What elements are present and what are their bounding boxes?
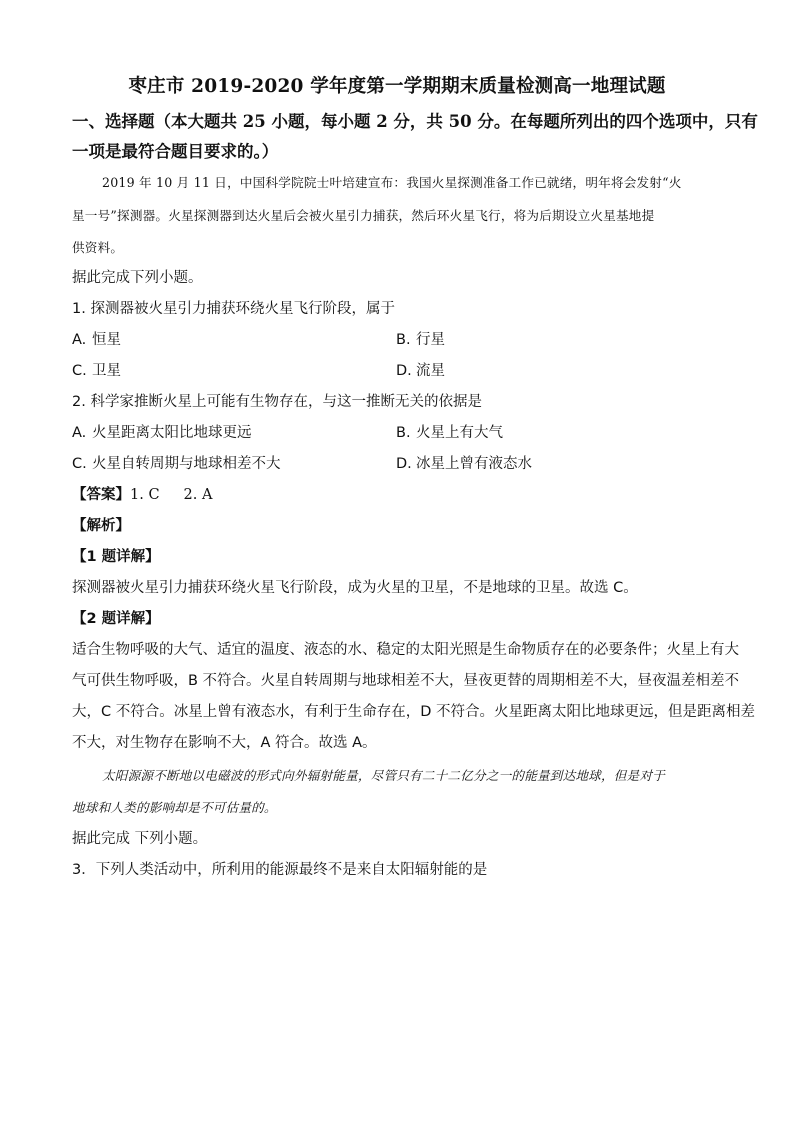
question-1-option-c	[72, 359, 121, 380]
option-text: 卫星	[92, 363, 121, 379]
passage-2-line-1: 太阳源源不断地以电磁波的形式向外辐射能量，尽管只有二十二亿分之一的能量到达地球，但是对于	[102, 768, 665, 783]
option-label: D.	[396, 456, 412, 472]
option-label: A.	[72, 425, 87, 441]
detail-2-line-3: 大，C 不符合。冰星上曾有液态水，有利于生命存在，D 不符合。火星距离太阳比地球更远，但是距离相差	[72, 704, 756, 720]
option-text: 火星自转周期与地球相差不大	[92, 456, 281, 472]
prompt-2: 据此完成 下列小题。	[72, 831, 208, 847]
option-text: 恒星	[92, 332, 121, 348]
option-text: 火星距离太阳比地球更远	[92, 425, 252, 441]
answer-label: 【答案】	[72, 487, 130, 503]
analysis-label: 【解析】	[72, 518, 130, 534]
question-2-stem: 2. 科学家推断火星上可能有生物存在，与这一推断无关的依据是	[72, 394, 482, 410]
passage-1-line-1: 2019 年 10 月 11 日，中国科学院院士叶培建宣布：我国火星探测准备工作已就绪，明年将会发射“火	[102, 175, 682, 190]
question-2-option-c	[72, 452, 281, 473]
detail-2-line-2: 气可供生物呼吸，B 不符合。火星自转周期与地球相差不大，昼夜更替的周期相差不大，昼夜温差相差不	[72, 673, 740, 689]
detail-1-text: 探测器被火星引力捕获环绕火星飞行阶段，成为火星的卫星，不是地球的卫星。故选 C。	[72, 580, 638, 596]
answer-1: 1. C	[130, 487, 160, 503]
detail-2-label: 【2 题详解】	[72, 611, 160, 627]
prompt-1: 据此完成下列小题。	[72, 270, 203, 286]
question-3-stem: 3．下列人类活动中，所利用的能源最终不是来自太阳辐射能的是	[72, 862, 488, 878]
passage-1-line-2: 星一号”探测器。火星探测器到达火星后会被火星引力捕获，然后环火星飞行，将为后期设立火星基地提	[72, 208, 655, 223]
question-1-stem: 1. 探测器被火星引力捕获环绕火星飞行阶段，属于	[72, 301, 395, 317]
option-label: B.	[396, 332, 411, 348]
section-heading-line-1: 一、选择题（本大题共 25 小题，每小题 2 分，共 50 分。在每题所列出的四个选项中，只有	[72, 112, 758, 131]
option-label: D.	[396, 363, 412, 379]
option-label: C.	[72, 456, 87, 472]
option-text: 流星	[416, 363, 445, 379]
option-text: 行星	[416, 332, 445, 348]
page-title: 枣庄市 2019-2020 学年度第一学期期末质量检测高一地理试题	[128, 76, 666, 97]
answer-2: 2. A	[183, 487, 213, 503]
question-2-option-b	[396, 421, 503, 442]
detail-1-label: 【1 题详解】	[72, 549, 160, 565]
option-label: C.	[72, 363, 87, 379]
question-1-option-b	[396, 328, 445, 349]
question-1-option-d	[396, 359, 445, 380]
question-1-option-a	[72, 328, 121, 349]
answer-line	[72, 483, 212, 504]
detail-2-line-4: 不大，对生物存在影响不大，A 符合。故选 A。	[72, 735, 377, 751]
option-text: 火星上有大气	[416, 425, 503, 441]
question-2-option-d	[396, 452, 532, 473]
passage-2-line-2: 地球和人类的影响却是不可估量的。	[72, 800, 277, 815]
question-2-option-a	[72, 421, 252, 442]
detail-2-line-1: 适合生物呼吸的大气、适宜的温度、液态的水、稳定的太阳光照是生命物质存在的必要条件；火星上有大	[72, 642, 739, 658]
option-label: B.	[396, 425, 411, 441]
section-heading-line-2: 一项是最符合题目要求的。）	[72, 142, 279, 161]
option-text: 冰星上曾有液态水	[416, 456, 532, 472]
option-label: A.	[72, 332, 87, 348]
passage-1-line-3: 供资料。	[72, 240, 124, 255]
